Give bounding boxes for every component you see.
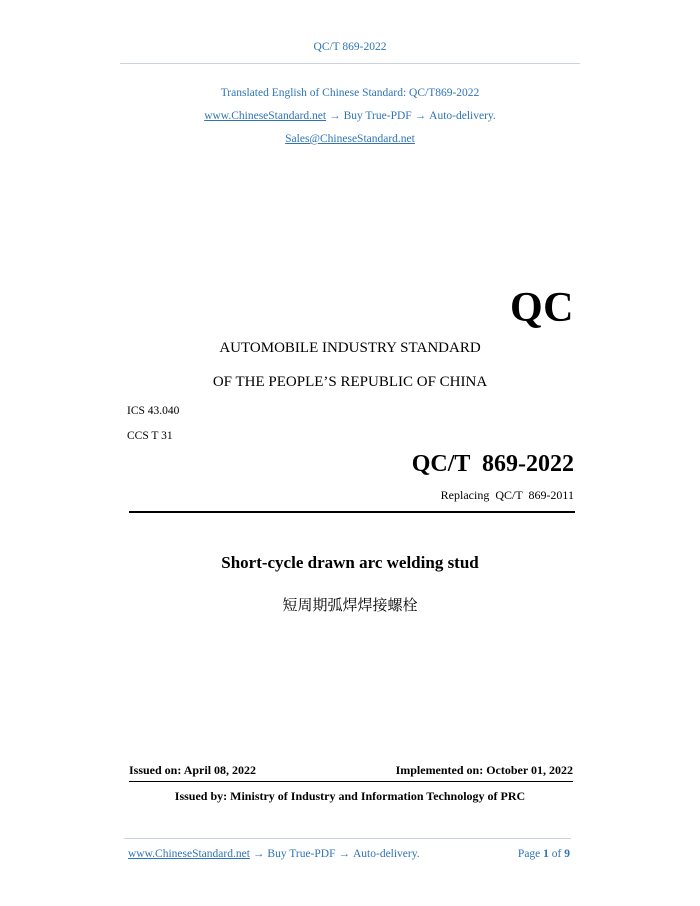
- auto-delivery-text: Auto-delivery.: [429, 110, 496, 122]
- issued-on: Issued on: April 08, 2022: [129, 763, 257, 777]
- standard-title-line2: OF THE PEOPLE’S REPUBLIC OF CHINA: [212, 374, 488, 390]
- footer: [128, 848, 570, 860]
- code-divider: [129, 511, 575, 513]
- footer-divider: [124, 838, 571, 839]
- running-header: QC/T 869-2022: [313, 41, 387, 53]
- buy-true-pdf-text: Buy True-PDF: [343, 110, 412, 122]
- chinesestandard-link[interactable]: www.ChineseStandard.net: [204, 110, 327, 122]
- footer-chinesestandard-link[interactable]: www.ChineseStandard.net: [128, 848, 250, 860]
- ccs-code: CCS T 31: [127, 430, 173, 442]
- header-divider: [120, 63, 580, 64]
- issued-by: Issued by: Ministry of Industry and Information Technology of PRC: [174, 789, 526, 803]
- page-total: 9: [564, 848, 570, 860]
- implemented-on: Implemented on: October 01, 2022: [395, 763, 573, 777]
- dates-row: [129, 763, 573, 778]
- arrow-right-icon: →: [338, 848, 350, 860]
- replacing-note: Replacing QC/T 869-2011: [440, 488, 574, 502]
- promo-translation-line: Translated English of Chinese Standard: QC/T869-2022: [220, 87, 480, 99]
- qc-logo: QC: [510, 285, 574, 331]
- page-current: 1: [543, 848, 549, 860]
- page-of: of: [551, 848, 562, 860]
- page-label: Page: [517, 848, 541, 860]
- page-number: [518, 848, 570, 860]
- promo-buy-line: [0, 110, 700, 122]
- arrow-right-icon: →: [329, 110, 341, 122]
- document-title: Short-cycle drawn arc welding stud: [221, 553, 479, 572]
- arrow-right-icon: →: [414, 110, 427, 122]
- arrow-right-icon: →: [252, 848, 265, 860]
- footer-buy-text: Buy True-PDF: [267, 848, 336, 860]
- standard-code: QC/T 869-2022: [411, 451, 574, 477]
- standard-title-line1: AUTOMOBILE INDUSTRY STANDARD: [219, 340, 481, 356]
- issued-divider: [129, 781, 573, 782]
- promo-email-line: [0, 133, 700, 145]
- sales-email-link[interactable]: Sales@ChineseStandard.net: [285, 133, 415, 145]
- document-title-chinese: 短周期弧焊焊接螺栓: [282, 596, 418, 614]
- footer-auto-text: Auto-delivery.: [352, 848, 420, 860]
- ics-code: ICS 43.040: [127, 405, 180, 417]
